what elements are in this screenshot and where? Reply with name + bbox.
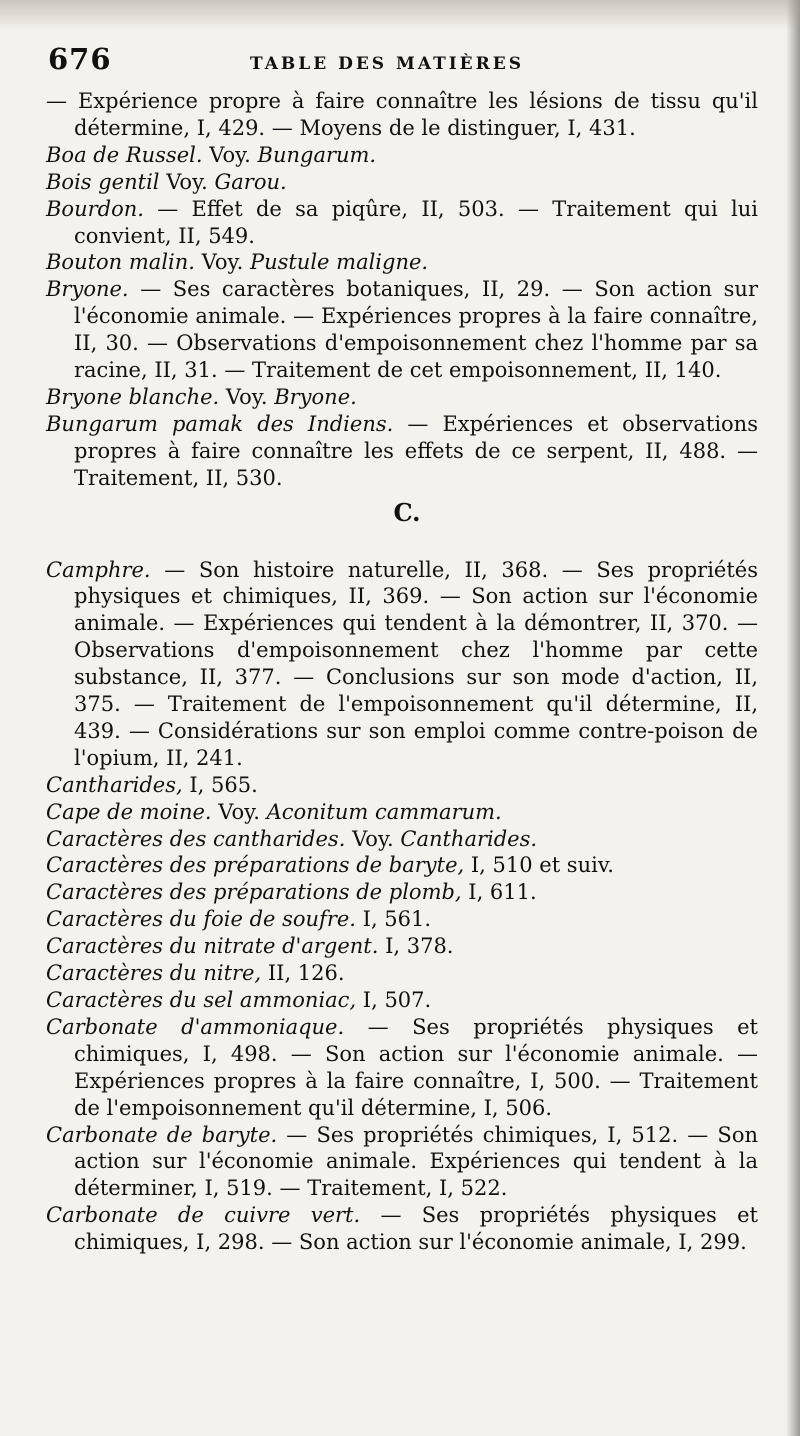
entry-text: — Expérience propre à faire connaître les lésions de tissu qu'il détermine, I, 429. — Moyens de le distinguer, I, 431.: [46, 89, 758, 140]
index-entry: [46, 169, 758, 196]
page-header: [48, 42, 768, 82]
entry-term: Caractères du nitrate d'argent.: [46, 934, 379, 959]
index-entry: [46, 249, 758, 276]
index-entry: [46, 411, 758, 492]
entry-term: Caractères des préparations de baryte,: [46, 853, 465, 878]
entry-term: Carbonate de cuivre vert.: [46, 1203, 361, 1228]
entry-text: — Ses propriétés chimiques, I, 512. — Son action sur l'économie animale. Expériences qui tendent à la déterminer, I, 519. — Traitement, I, 522.: [74, 1122, 758, 1201]
index-entry: [46, 987, 758, 1014]
index-entry: [46, 1014, 758, 1122]
entry-term: Bois gentil: [46, 169, 160, 194]
entry-term: Bungarum pamak des Indiens.: [46, 411, 394, 436]
entry-text: — Son histoire naturelle, II, 368. — Ses propriétés physiques et chimiques, II, 369. — Son action sur l'économie animale. — Expériences qui tendent à la démontrer, II, 370. — Observations d'empoisonnement chez l'homme par cette substance, II, 377. — Conclusions sur son mode d'action, II, 375. — Traitement de l'empoisonnement qu'il détermine, II, 439. — Considérations sur son emploi comme contre-poison de l'opium, II, 241.: [74, 557, 758, 770]
entry-term: Carbonate de baryte.: [46, 1122, 278, 1147]
entry-text: I, 378.: [378, 934, 454, 959]
entry-term: Boa de Russel.: [46, 142, 203, 167]
index-entry: [46, 557, 758, 772]
entry-term: Caractères du nitre,: [46, 961, 262, 986]
entry-text: I, 561.: [355, 907, 432, 932]
entry-term: Caractères du foie de soufre.: [46, 907, 356, 932]
entry-text: I, 510 et suiv.: [464, 853, 614, 878]
entry-term: Bryone.: [46, 277, 129, 302]
index-entry: [46, 799, 758, 826]
index-entry: [46, 142, 758, 169]
index-entry: [46, 933, 758, 960]
entry-term: Bourdon.: [46, 196, 144, 221]
entry-term: Cantharides,: [46, 772, 183, 797]
entry-cross-reference: Garou.: [214, 169, 287, 194]
entry-text: — Ses propriétés physiques et chimiques, I, 498. — Son action sur l'économie animale. — Expériences propres à la faire connaître, I, 500. — Traitement de l'empoisonnement qu'il détermine, I, 506.: [74, 1014, 758, 1120]
entry-term: Caractères des cantharides.: [46, 826, 346, 851]
index-entry: [46, 852, 758, 879]
entry-cross-reference: Bungarum.: [257, 142, 377, 167]
index-entry: [46, 826, 758, 853]
entry-term: Camphre.: [46, 557, 151, 582]
index-entry: [46, 879, 758, 906]
index-entry: [46, 88, 758, 142]
entry-text: Voy.: [194, 250, 250, 275]
index-entry: [46, 906, 758, 933]
entry-text: I, 507.: [356, 988, 432, 1012]
index-entry: [46, 960, 758, 987]
page-top-shadow: [0, 0, 800, 30]
entry-cross-reference: Pustule maligne.: [249, 250, 429, 275]
index-entry: [46, 196, 758, 250]
entry-text: Voy.: [211, 799, 267, 824]
entry-text: — Expériences et observations propres à faire connaître les effets de ce serpent, II, 488. — Traitement, II, 530.: [74, 411, 758, 490]
entry-term: Bryone blanche.: [46, 384, 220, 409]
entry-cross-reference: Bryone.: [274, 384, 357, 409]
index-entry: [46, 1202, 758, 1256]
entry-text: Voy.: [159, 169, 215, 194]
entry-text: Voy.: [345, 826, 401, 851]
entry-cross-reference: Cantharides.: [400, 826, 538, 851]
index-entry: [46, 1122, 758, 1203]
index-entry: [46, 276, 758, 384]
entry-term: Bouton malin.: [46, 250, 195, 275]
entries-after-section: [46, 557, 758, 1257]
entry-text: — Ses propriétés physiques et chimiques, I, 298. — Son action sur l'économie animale, I, 299.: [74, 1203, 758, 1255]
entry-term: Caractères du sel ammoniac,: [46, 988, 357, 1012]
section-letter: C.: [393, 497, 421, 527]
entries-before-section: [46, 88, 758, 492]
entry-text: I, 611.: [461, 880, 537, 905]
index-entry: [46, 772, 758, 799]
entry-text: — Ses caractères botaniques, II, 29. — Son action sur l'économie animale. — Expériences propres à la faire connaître, II, 30. — Observations d'empoisonnement chez l'homme par sa racine, II, 31. — Traitement de cet empoisonnement, II, 140.: [74, 277, 758, 383]
entry-text: Voy.: [219, 384, 275, 409]
entry-text: I, 565.: [182, 772, 258, 797]
entry-cross-reference: Aconitum cammarum.: [266, 799, 502, 824]
page-number: 676: [48, 42, 112, 76]
entry-term: Caractères des préparations de plomb,: [46, 880, 462, 905]
entry-term: Cape de moine.: [46, 799, 212, 824]
page-edge-shadow: [786, 0, 800, 1436]
running-title: TABLE DES MATIÈRES: [250, 54, 525, 74]
entry-text: — Effet de sa piqûre, II, 503. — Traitement qui lui convient, II, 549.: [74, 196, 758, 248]
entry-text: Voy.: [202, 142, 258, 167]
index-entry: [46, 384, 758, 411]
entry-text: II, 126.: [261, 961, 345, 986]
entry-term: Carbonate d'ammoniaque.: [46, 1014, 345, 1039]
index-content: [46, 88, 758, 1256]
